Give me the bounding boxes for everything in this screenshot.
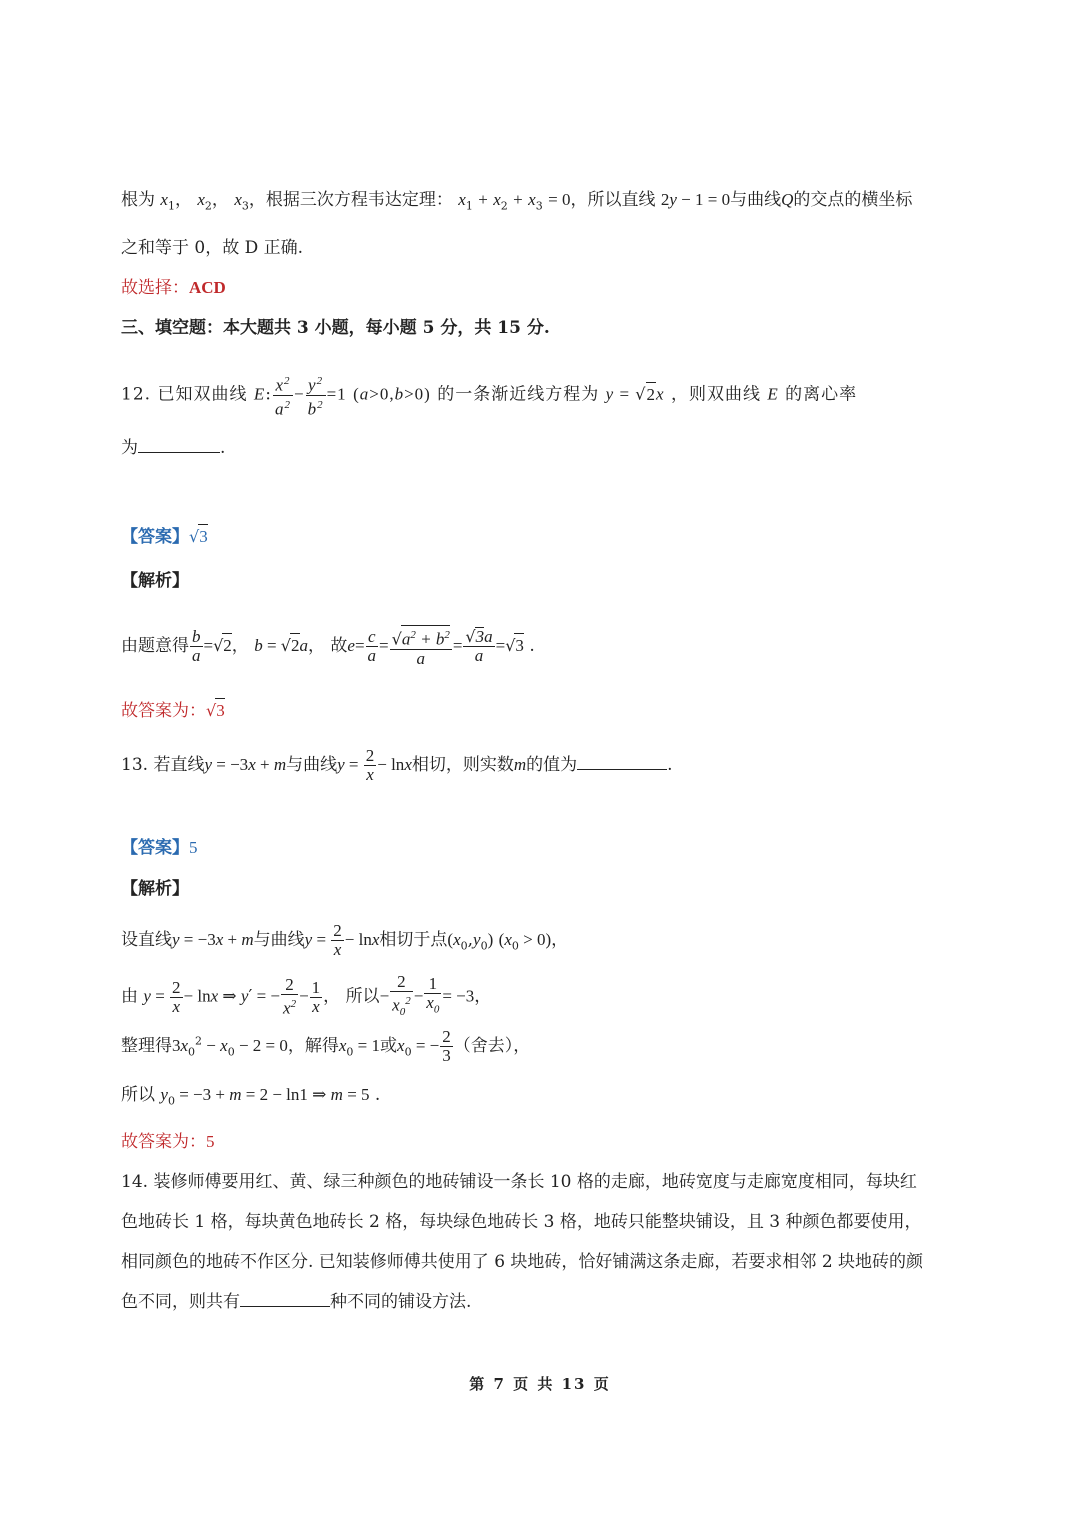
q13-answer: 【答案】5 — [121, 838, 198, 858]
answer-11: 故选择：ACD — [121, 278, 226, 298]
q12-answer: 【答案】√3 — [121, 524, 208, 549]
q12-solution: 由题意得 $\frac{b}{a}$ =√2， b = √2a， 故e= $\frac{c}{a}$ = $\frac{√a^2 + b^2}{a}$ = $\frac{√3a}{a}$ =√3 . — [121, 626, 535, 668]
q12-analysis-label: 【解析】 — [121, 571, 189, 591]
page-footer: 第 7 页 共 13 页 — [469, 1375, 611, 1393]
q14-line4: 色不同，则共有 种不同的铺设方法. — [121, 1292, 472, 1312]
q13-step3: 整理得$3x_0^2 - x_0 - 2 = 0$，解得$x_0 = 1$或$x_0$ = − $\frac{2}{3}$ （舍去）， — [121, 1027, 531, 1065]
q13-line1: 13. 若直线y = −3x + m与曲线y = $\frac{2}{x}$ − lnx相切，则实数m的值为 . — [121, 746, 673, 784]
q12-final-answer: 故答案为：√3 — [121, 698, 225, 723]
q13-final-answer: 故答案为：5 — [121, 1132, 215, 1152]
p1-line2: 之和等于 0，故 D 正确. — [121, 238, 304, 258]
q13-step4: 所以 $y_0 = -3 + m = 2 - \ln 1$ ⇒ m = 5 . — [121, 1085, 381, 1108]
p1-line1: 根为 $x_1$， $x_2$， $x_3$，根据三次方程韦达定理： $x_1 + x_2 + x_3 = 0$，所以直线 2y − 1 = 0与曲线Q的交点的横坐标 — [121, 190, 913, 213]
q12-line2: 为 . — [121, 438, 226, 458]
q14-line1: 14. 装修师傅要用红、黄、绿三种颜色的地砖铺设一条长 10 格的走廊，地砖宽度与走廊宽度相同，每块红 — [121, 1172, 917, 1192]
q12-line1: 12. 已知双曲线 E: $\frac{x^2}{a^2}$ − $\frac{y^2}{b^2}$ =1 (a>0,b>0) 的一条渐近线方程为 y = √2x ，则双曲线 E 的离心率 — [121, 372, 857, 418]
q13-step2: 由 y = $\frac{2}{x}$ − lnx ⇒ y′ = − $\frac{2}{x^2}$ − $\frac{1}{x}$ ， 所以− $\frac{2}{x_0^2}$ − $\frac{1}{x_0}$ = −3， — [121, 972, 492, 1019]
section-heading: 三、填空题：本大题共 3 小题，每小题 5 分，共 15 分. — [121, 318, 550, 338]
q13-step1: 设直线y = −3x + m与曲线y = $\frac{2}{x}$ − lnx相切于点$(x_0,y_0) (x_0 > 0)$， — [121, 921, 569, 959]
q13-analysis-label: 【解析】 — [121, 879, 189, 899]
q14-line3: 相同颜色的地砖不作区分. 已知装修师傅共使用了 6 块地砖，恰好铺满这条走廊，若要求相邻 2 块地砖的颜 — [121, 1252, 924, 1272]
q14-line2: 色地砖长 1 格，每块黄色地砖长 2 格，每块绿色地砖长 3 格，地砖只能整块铺设，且 3 种颜色都要使用， — [121, 1212, 922, 1232]
